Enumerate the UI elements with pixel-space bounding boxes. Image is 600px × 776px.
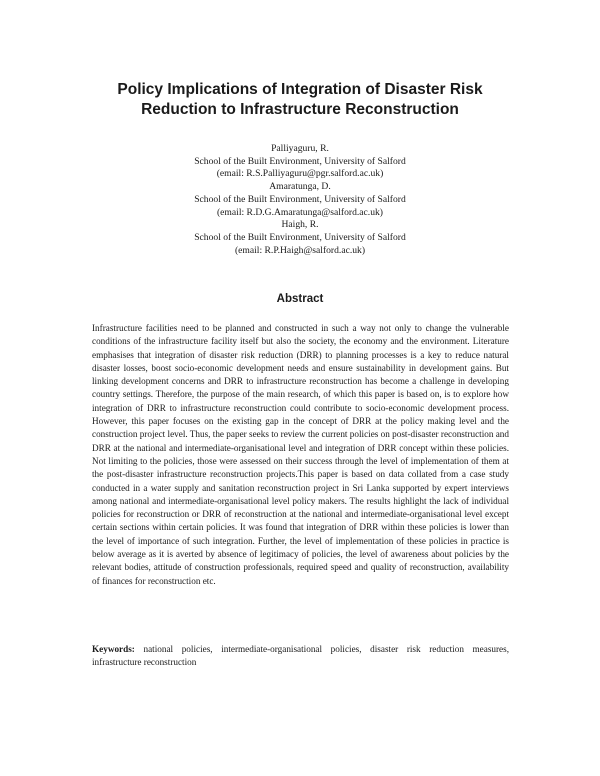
author-email: (email: R.P.Haigh@salford.ac.uk) xyxy=(234,244,366,256)
keywords-paragraph xyxy=(92,643,509,670)
abstract-body: Infrastructure facilities need to be planned and constructed in such a way not only to change the vulnerable conditions of the infrastructure facility itself but also the society, the economy and the environment. Literature emphasises that integration of disaster risk reduction (DRR) to planning processes is a key to reduce natural disaster losses, boost socio-economic development needs and ensure sustainability in development gains. But linking development concerns and DRR to infrastructure reconstruction has become a challenge in developing country settings. Therefore, the purpose of the main research, of which this paper is based on, is to explore how integration of DRR to infrastructure reconstruction could contribute to socio-economic development process. However, this paper focuses on the existing gap in the concept of DRR at the policy making level and the construction project level. Thus, the paper seeks to review the current policies on post-disaster reconstruction and DRR at the national and intermediate-organisational level and integration of DRR concept within these policies. Not limiting to the policies, those were assessed on their success through the level of implementation of them at the post-disaster infrastructure reconstruction projects.This paper is based on data collated from a case study conducted in a water supply and sanitation reconstruction project in Sri Lanka supported by expert interviews among national and intermediate-organisational level policy makers. The results highlight the lack of individual policies for reconstruction or DRR of reconstruction at the national and intermediate-organisational level except certain sections within certain policies. It was found that integration of DRR within these policies is lower than the level of importance of such integration. Further, the level of implementation of these policies in practice is below average as it is averted by absence of legitimacy of policies, the level of awareness about policies by the relevant bodies, attitude of construction professionals, required speed and quality of reconstruction, availability of finances for reconstruction etc. xyxy=(92,323,509,586)
author-affiliation: School of the Built Environment, University of Salford xyxy=(194,155,406,167)
title-line-2: Reduction to Infrastructure Reconstruction xyxy=(141,101,459,118)
author-affiliation: School of the Built Environment, University of Salford xyxy=(194,193,406,205)
paper-title xyxy=(60,80,540,120)
author-email: (email: R.S.Palliyaguru@pgr.salford.ac.uk) xyxy=(216,168,384,180)
author-name: Palliyaguru, R. xyxy=(271,143,329,154)
author-name: Amaratunga, D. xyxy=(269,181,331,193)
author-block xyxy=(90,143,510,257)
author-affiliation: School of the Built Environment, University of Salford xyxy=(194,231,406,243)
author-email: (email: R.D.G.Amaratunga@salford.ac.uk) xyxy=(216,206,383,218)
abstract-heading: Abstract xyxy=(276,293,324,305)
author-name: Haigh, R. xyxy=(281,219,319,231)
keywords-text: national policies, intermediate-organisational policies, disaster risk reduction measures, infrastructure reconstruction xyxy=(92,644,509,668)
keywords-label: Keywords: xyxy=(92,644,135,654)
title-line-1: Policy Implications of Integration of Disaster Risk xyxy=(117,81,483,98)
